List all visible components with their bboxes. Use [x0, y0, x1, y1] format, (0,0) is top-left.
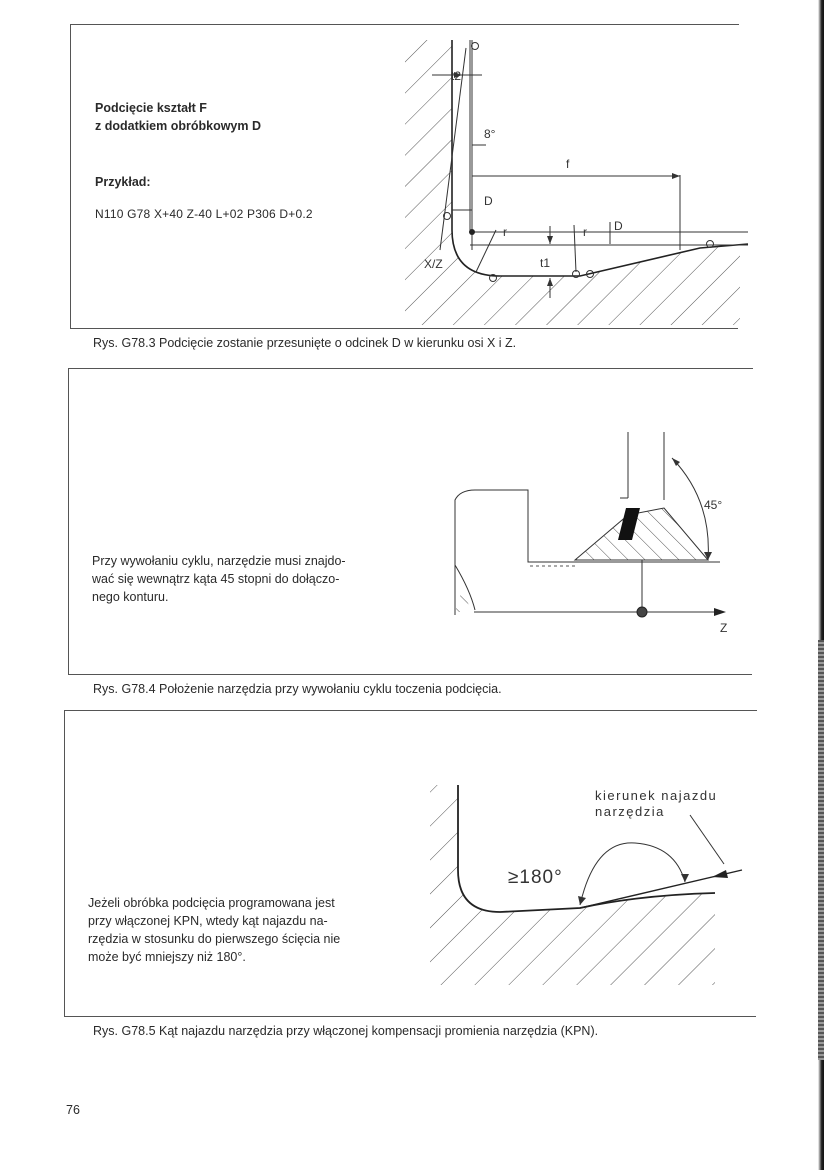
figure-1-title-line1: Podcięcie kształt F: [95, 101, 207, 115]
workpiece-hatch: [430, 785, 718, 985]
label-t1: t1: [540, 256, 551, 270]
figure-1-example-code: N110 G78 X+40 Z-40 L+02 P306 D+0.2: [95, 207, 313, 221]
label-f: f: [566, 157, 570, 171]
figure-2-caption: Rys. G78.4 Położenie narzędzia przy wywołaniu cyklu toczenia podcięcia.: [93, 682, 502, 696]
figure-1-title-line2: z dodatkiem obróbkowym D: [95, 119, 261, 133]
label-direction-line2: narzędzia: [595, 804, 665, 819]
figure-2-body-line2: wać się wewnątrz kąta 45 stopni do dołączo-: [92, 572, 340, 586]
page-number: 76: [66, 1103, 80, 1117]
label-45: 45°: [704, 498, 723, 512]
contour-line: [458, 785, 718, 912]
figure-2-body-line1: Przy wywołaniu cyklu, narzędzie musi znajdo-: [92, 554, 346, 568]
label-r1: r: [503, 225, 507, 239]
figure-3-body-line4: może być mniejszy niż 180°.: [88, 950, 246, 964]
label-angle-180: ≥180°: [508, 867, 563, 888]
figure-1-example-label: Przykład:: [95, 175, 151, 189]
figure-3-body-line3: rzędzia w stosunku do pierwszego ścięcia nie: [88, 932, 341, 946]
label-direction-line1: kierunek najazdu: [595, 788, 718, 803]
figure-3-caption: Rys. G78.5 Kąt najazdu narzędzia przy włączonej kompensacji promienia narzędzia (KPN).: [93, 1024, 599, 1038]
label-D1: D: [484, 194, 493, 208]
figure-3-body-line2: przy włączonej KPN, wtedy kąt najazdu na-: [88, 914, 328, 928]
label-t2: t2: [451, 69, 462, 83]
label-r2: r: [583, 225, 587, 239]
scan-edge-texture: [818, 640, 824, 1060]
figure-2-body-line3: nego konturu.: [92, 590, 169, 604]
label-D2: D: [614, 219, 623, 233]
label-z-axis: Z: [720, 621, 728, 635]
figure-1-caption: Rys. G78.3 Podcięcie zostanie przesunięte o odcinek D w kierunku osi X i Z.: [93, 336, 517, 350]
figure-3-body-line1: Jeżeli obróbka podcięcia programowana jest: [88, 896, 335, 910]
label-xz: X/Z: [424, 257, 443, 271]
label-angle: 8°: [484, 127, 496, 141]
